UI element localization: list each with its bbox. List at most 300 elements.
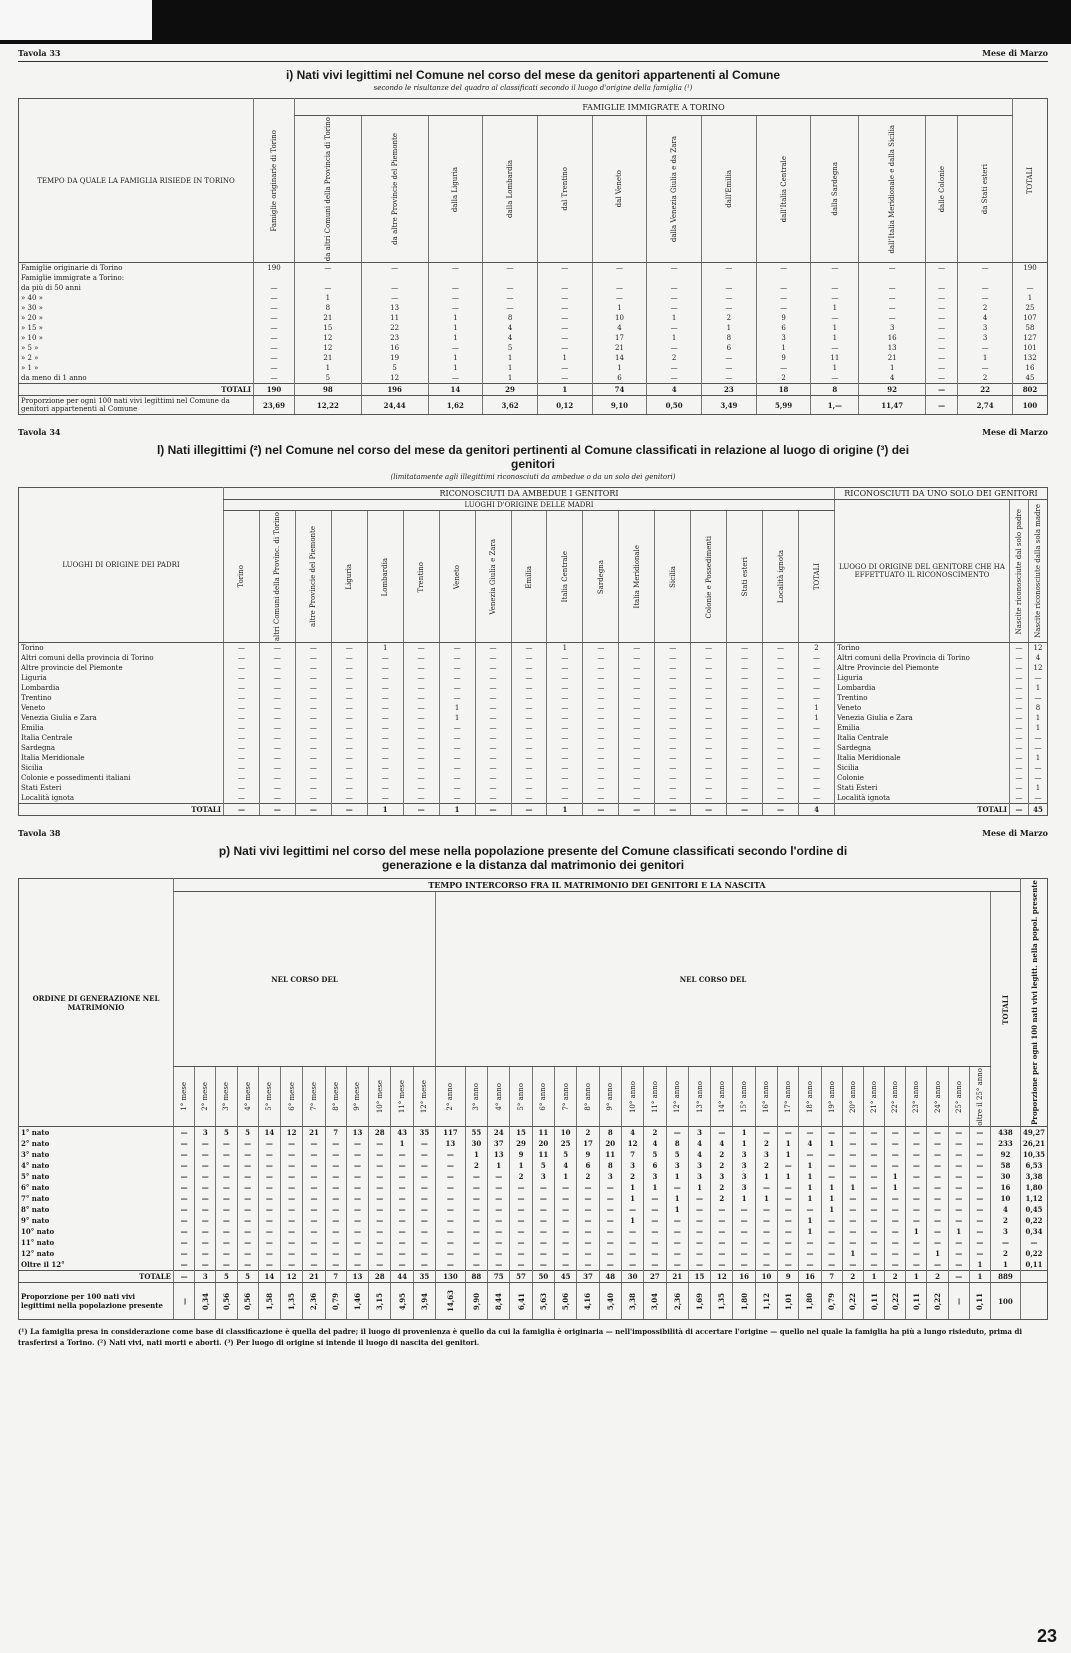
table-cell: — [510, 1193, 532, 1204]
table-cell: 12 [281, 1127, 303, 1139]
table-cell: — [811, 343, 859, 353]
table-cell: 8 [599, 1160, 621, 1171]
table-cell: — [224, 663, 260, 673]
table-cell: 12 [1029, 643, 1048, 654]
table-cell: 1 [821, 1182, 842, 1193]
table-p-column-header: 12° anno [666, 1066, 688, 1127]
table-cell: — [727, 723, 763, 733]
table-cell: — [906, 1160, 927, 1171]
table-cell: — [258, 1248, 280, 1259]
table-cell: 2 [647, 353, 702, 363]
table-cell: — [346, 1138, 368, 1149]
table-cell: 1 [295, 293, 362, 303]
table-cell: 14 [258, 1127, 280, 1139]
table-cell: — [547, 693, 583, 703]
table-cell: 1 [778, 1149, 799, 1160]
table-cell: 3 [990, 1226, 1020, 1237]
table-cell: — [644, 1226, 666, 1237]
table-cell: 10 [755, 1271, 777, 1283]
table-cell: — [644, 1237, 666, 1248]
table-cell: — [733, 1237, 755, 1248]
table-cell: — [511, 693, 547, 703]
row-label: Famiglie originarie di Torino [21, 264, 123, 273]
table-cell: 2 [755, 1138, 777, 1149]
table-cell: — [778, 1248, 799, 1259]
row-label: 5° nato [21, 1172, 50, 1182]
table-cell: — [259, 804, 295, 816]
right-row-label: Italia Centrale [835, 733, 1010, 743]
right-row-label: Stati Esteri [835, 783, 1010, 793]
table-cell: — [583, 703, 619, 713]
table-cell: — [927, 1259, 948, 1271]
table-cell: — [1010, 804, 1029, 816]
table-cell: — [532, 1237, 554, 1248]
col-famiglie-originarie: Famiglie originarie di Torino [254, 99, 295, 263]
table-p-group-header: TEMPO INTERCORSO FRA IL MATRIMONIO DEI GENITORI E LA NASCITA [174, 879, 1021, 892]
table-cell: — [510, 1204, 532, 1215]
table-cell: — [511, 713, 547, 723]
table-cell: 190 [1013, 263, 1048, 274]
table-cell: — [763, 653, 799, 663]
table-cell: — [691, 793, 727, 804]
table-cell: — [475, 673, 511, 683]
table-cell: 2 [711, 1149, 733, 1160]
table-cell: — [295, 773, 331, 783]
table-cell: 6 [592, 373, 647, 384]
table-cell: — [583, 693, 619, 703]
table-cell: — [428, 343, 483, 353]
table-cell: 3,49 [702, 396, 757, 415]
table-cell: 1 [799, 1182, 821, 1193]
table-i-column-header: dall'Emilia [702, 116, 757, 263]
table-cell: — [811, 373, 859, 384]
right-row-label: Sicilia [835, 763, 1010, 773]
table-row [19, 303, 1048, 313]
table-p-column-header: 22° anno [885, 1066, 906, 1127]
table-cell: 21 [303, 1271, 325, 1283]
table-cell: — [577, 1237, 599, 1248]
table-p-column-header: 20° anno [842, 1066, 863, 1127]
table-cell: 2 [621, 1171, 643, 1182]
table-cell: 14 [258, 1271, 280, 1283]
table-cell: 30 [465, 1138, 487, 1149]
table-cell: — [259, 783, 295, 793]
table-cell: — [224, 793, 260, 804]
table-cell: — [436, 1248, 466, 1259]
table-cell: — [948, 1248, 969, 1259]
table-cell: 1 [799, 1215, 821, 1226]
table-cell: — [756, 283, 811, 293]
table-cell: 1 [592, 303, 647, 313]
table-cell: — [655, 783, 691, 793]
table-cell: — [778, 1226, 799, 1237]
table-cell: — [1010, 773, 1029, 783]
table-cell: — [281, 1171, 303, 1182]
table-l-title: l) Nati illegittimi (²) nel Comune nel corso del mese da genitori pertinenti al Comune classificati in relazione al luogo di origine (³) dei genitori [156, 443, 910, 472]
table-cell: — [258, 1149, 280, 1160]
table-p-column-header: 10° mese [369, 1066, 391, 1127]
table-cell: — [948, 1127, 969, 1139]
table-cell: — [778, 1193, 799, 1204]
table-cell: — [547, 763, 583, 773]
table-cell: — [666, 1226, 688, 1237]
table-cell: 12 [361, 373, 428, 384]
table-cell: 22 [361, 323, 428, 333]
table-cell: — [403, 773, 439, 783]
table-cell: — [295, 673, 331, 683]
table-cell: — [799, 653, 835, 663]
table-cell: — [583, 713, 619, 723]
table-cell: — [547, 793, 583, 804]
table-cell: — [331, 693, 367, 703]
table-cell: 1 [644, 1182, 666, 1193]
table-i-column-header: dalle Colonie [926, 116, 958, 263]
table-cell: — [532, 1215, 554, 1226]
table-cell: 92 [990, 1149, 1020, 1160]
table-cell: — [948, 1160, 969, 1171]
table-cell: 8 [702, 333, 757, 343]
row-label: 11° nato [21, 1238, 55, 1248]
table-cell: — [369, 1226, 391, 1237]
table-cell [413, 1283, 435, 1320]
table-p-row-header: ORDINE DI GENERAZIONE NEL MATRIMONIO [19, 879, 174, 1127]
table-cell: — [511, 753, 547, 763]
table-cell: — [948, 1215, 969, 1226]
table-cell: — [465, 1237, 487, 1248]
table-cell: — [778, 1215, 799, 1226]
table-cell: 0,45 [1021, 1204, 1048, 1215]
table-row [19, 313, 1048, 323]
table-cell: — [475, 793, 511, 804]
percent-value: 3,38 [628, 1292, 638, 1310]
col-totali: TOTALI [990, 892, 1020, 1127]
percent-value: 1,69 [695, 1292, 705, 1310]
row-label: TOTALE [19, 1271, 174, 1283]
table-cell: 35 [413, 1271, 435, 1283]
table-cell: — [281, 1204, 303, 1215]
table-cell: — [439, 723, 475, 733]
table-cell: — [688, 1237, 710, 1248]
table-cell: — [174, 1127, 195, 1139]
table-cell: — [224, 723, 260, 733]
table-cell: 26,21 [1021, 1138, 1048, 1149]
table-cell [647, 273, 702, 283]
table-cell: — [391, 1204, 413, 1215]
table-cell: — [778, 1237, 799, 1248]
table-cell: — [763, 723, 799, 733]
table-cell [885, 1283, 906, 1320]
table-cell: — [346, 1248, 368, 1259]
table-cell: — [237, 1182, 258, 1193]
table-cell: — [599, 1182, 621, 1193]
table-cell: — [295, 723, 331, 733]
table-l-row-header: LUOGHI DI ORIGINE DEI PADRI [19, 488, 224, 643]
table-cell: — [619, 773, 655, 783]
table-cell: — [259, 713, 295, 723]
table-cell: 5 [237, 1127, 258, 1139]
table-cell: — [436, 1215, 466, 1226]
table-p-month: Mese di Marzo [982, 828, 1048, 839]
table-cell: — [702, 283, 757, 293]
table-cell: — [763, 773, 799, 783]
table-cell: — [547, 743, 583, 753]
table-cell: — [436, 1204, 466, 1215]
table-cell: — [295, 793, 331, 804]
table-cell: 29 [483, 384, 538, 396]
table-cell: 1 [439, 713, 475, 723]
table-cell: — [644, 1248, 666, 1259]
table-cell [778, 1283, 799, 1320]
table-cell: — [655, 793, 691, 804]
table-cell: — [331, 683, 367, 693]
table-cell: 1 [885, 1171, 906, 1182]
table-cell: — [969, 1127, 990, 1139]
table-p-column-header: 23° anno [906, 1066, 927, 1127]
table-cell: — [592, 283, 647, 293]
table-cell: — [1010, 723, 1029, 733]
table-cell: — [259, 683, 295, 693]
table-cell: — [863, 1193, 884, 1204]
table-cell: — [763, 753, 799, 763]
table-cell: — [511, 663, 547, 673]
table-cell: — [647, 373, 702, 384]
table-cell: — [510, 1226, 532, 1237]
table-cell: — [295, 763, 331, 773]
table-cell: — [969, 1160, 990, 1171]
table-cell: 2 [990, 1215, 1020, 1226]
table-cell: — [413, 1149, 435, 1160]
table-cell: — [842, 1193, 863, 1204]
table-cell: — [439, 743, 475, 753]
table-cell: — [537, 323, 592, 333]
table-cell: — [621, 1204, 643, 1215]
table-cell: 0,34 [1021, 1226, 1048, 1237]
table-cell: — [303, 1237, 325, 1248]
table-cell: — [702, 363, 757, 373]
table-l-month: Mese di Marzo [982, 427, 1048, 438]
percent-value: 1,58 [264, 1292, 274, 1310]
table-cell: 2 [711, 1182, 733, 1193]
table-cell: 8 [295, 303, 362, 313]
table-p-column-header: 7° mese [303, 1066, 325, 1127]
table-row [19, 343, 1048, 353]
table-cell: — [258, 1215, 280, 1226]
table-cell: — [702, 303, 757, 313]
table-cell: — [592, 263, 647, 274]
table-cell: 0,50 [647, 396, 702, 415]
table-cell: — [799, 723, 835, 733]
table-cell: 2 [990, 1248, 1020, 1259]
table-cell: — [428, 283, 483, 293]
table-cell: — [295, 653, 331, 663]
table-cell: 20 [599, 1138, 621, 1149]
table-cell: — [403, 723, 439, 733]
table-cell: — [927, 1215, 948, 1226]
table-cell: 107 [1013, 313, 1048, 323]
table-cell: — [755, 1259, 777, 1271]
table-cell: 11 [532, 1127, 554, 1139]
table-cell: — [367, 693, 403, 703]
table-cell: — [583, 673, 619, 683]
table-cell: — [403, 663, 439, 673]
table-cell: — [619, 793, 655, 804]
table-cell: — [439, 643, 475, 654]
table-cell: — [295, 733, 331, 743]
table-p-column-header: 21° anno [863, 1066, 884, 1127]
right-row-label: Altre Provincie del Piemonte [835, 663, 1010, 673]
table-cell: 45 [1013, 373, 1048, 384]
table-cell: 1 [958, 353, 1013, 363]
table-cell: — [369, 1248, 391, 1259]
table-row [19, 353, 1048, 363]
table-row [19, 673, 1048, 683]
percent-value: 3,94 [419, 1292, 429, 1310]
table-cell: 1 [621, 1193, 643, 1204]
table-row [19, 1204, 1048, 1215]
table-cell: — [619, 713, 655, 723]
table-l-column-header: Italia Meridionale [619, 511, 655, 643]
table-cell: 1 [842, 1182, 863, 1193]
table-cell: — [927, 1204, 948, 1215]
table-cell: 1 [811, 303, 859, 313]
table-cell [325, 1283, 346, 1320]
table-cell: 1 [621, 1215, 643, 1226]
table-cell: — [799, 1149, 821, 1160]
row-label: 12° nato [21, 1249, 55, 1259]
table-cell: 13 [361, 303, 428, 313]
table-cell: 1 [666, 1204, 688, 1215]
table-cell: 1 [510, 1160, 532, 1171]
table-cell: — [436, 1259, 466, 1271]
table-cell: — [958, 263, 1013, 274]
table-cell: 1 [755, 1171, 777, 1182]
table-row [19, 663, 1048, 673]
table-cell: — [195, 1215, 216, 1226]
row-label: Sicilia [21, 764, 43, 773]
table-cell [948, 1283, 969, 1320]
table-cell: — [403, 804, 439, 816]
table-cell: — [1010, 703, 1029, 713]
table-cell: 3 [711, 1171, 733, 1182]
table-cell: — [547, 683, 583, 693]
table-cell: 4 [483, 333, 538, 343]
table-row [19, 683, 1048, 693]
table-cell: 4 [688, 1138, 710, 1149]
table-cell: — [958, 363, 1013, 373]
table-p-column-header: 9° mese [346, 1066, 368, 1127]
table-cell: 1 [666, 1171, 688, 1182]
table-cell: 74 [592, 384, 647, 396]
table-cell: — [763, 804, 799, 816]
table-l-subtitle: (limitatamente agli illegittimi riconosciuti da ambedue o da un solo dei genitori) [390, 473, 676, 482]
table-cell: 6 [644, 1160, 666, 1171]
table-cell: — [254, 373, 295, 384]
table-cell: — [403, 743, 439, 753]
table-cell: — [842, 1215, 863, 1226]
table-cell: — [688, 1215, 710, 1226]
table-cell: — [403, 643, 439, 654]
table-cell: — [927, 1182, 948, 1193]
table-i-column-header: dalla Lombardia [483, 116, 538, 263]
table-cell: — [465, 1215, 487, 1226]
table-cell: — [821, 1149, 842, 1160]
table-cell: — [439, 763, 475, 773]
table-cell: 13 [859, 343, 926, 353]
row-label: 9° nato [21, 1216, 50, 1226]
table-cell: — [254, 283, 295, 293]
table-cell: 98 [295, 384, 362, 396]
table-cell: — [325, 1149, 346, 1160]
table-p-column-header: 3° anno [465, 1066, 487, 1127]
right-row-label: Colonie [835, 773, 1010, 783]
table-cell: — [475, 703, 511, 713]
table-cell: — [621, 1226, 643, 1237]
table-cell: — [621, 1248, 643, 1259]
row-label: 10° nato [21, 1227, 55, 1237]
table-cell: — [439, 773, 475, 783]
table-row-percent [19, 396, 1048, 415]
table-cell: 3 [733, 1171, 755, 1182]
table-cell: — [655, 773, 691, 783]
row-label: Italia Centrale [21, 734, 73, 743]
table-cell: — [532, 1204, 554, 1215]
row-label: Emilia [21, 724, 44, 733]
table-cell: — [465, 1193, 487, 1204]
table-cell [644, 1283, 666, 1320]
table-cell: — [821, 1127, 842, 1139]
table-cell: — [619, 643, 655, 654]
table-cell: — [666, 1237, 688, 1248]
table-cell [465, 1283, 487, 1320]
table-l-column-header: altre Provincie del Piemonte [295, 511, 331, 643]
table-cell: — [927, 1149, 948, 1160]
table-cell: 4 [859, 373, 926, 384]
table-cell: — [413, 1138, 435, 1149]
table-cell: — [281, 1215, 303, 1226]
table-cell: — [195, 1226, 216, 1237]
table-cell: — [303, 1149, 325, 1160]
table-cell: 1 [367, 643, 403, 654]
table-cell: — [413, 1226, 435, 1237]
table-cell: — [885, 1204, 906, 1215]
right-row-label: Torino [835, 643, 1010, 654]
table-cell: — [403, 693, 439, 703]
table-cell: — [885, 1138, 906, 1149]
table-cell: — [926, 293, 958, 303]
table-row [19, 293, 1048, 303]
table-cell: — [237, 1171, 258, 1182]
table-cell: — [216, 1204, 237, 1215]
table-cell: — [583, 683, 619, 693]
table-cell: — [346, 1182, 368, 1193]
table-cell: 190 [254, 384, 295, 396]
table-cell: — [237, 1226, 258, 1237]
percent-value: 0,11 [869, 1292, 879, 1310]
table-cell [842, 1283, 863, 1320]
col-totali: TOTALI [1013, 99, 1048, 263]
table-cell: — [842, 1127, 863, 1139]
table-cell: — [583, 743, 619, 753]
table-cell [1021, 1271, 1048, 1283]
right-row-label: Veneto [835, 703, 1010, 713]
table-cell: — [488, 1171, 510, 1182]
table-cell: — [510, 1248, 532, 1259]
table-cell: 1,62 [428, 396, 483, 415]
table-cell: — [475, 713, 511, 723]
table-cell: — [799, 773, 835, 783]
table-cell: — [821, 1259, 842, 1271]
table-cell: — [727, 783, 763, 793]
